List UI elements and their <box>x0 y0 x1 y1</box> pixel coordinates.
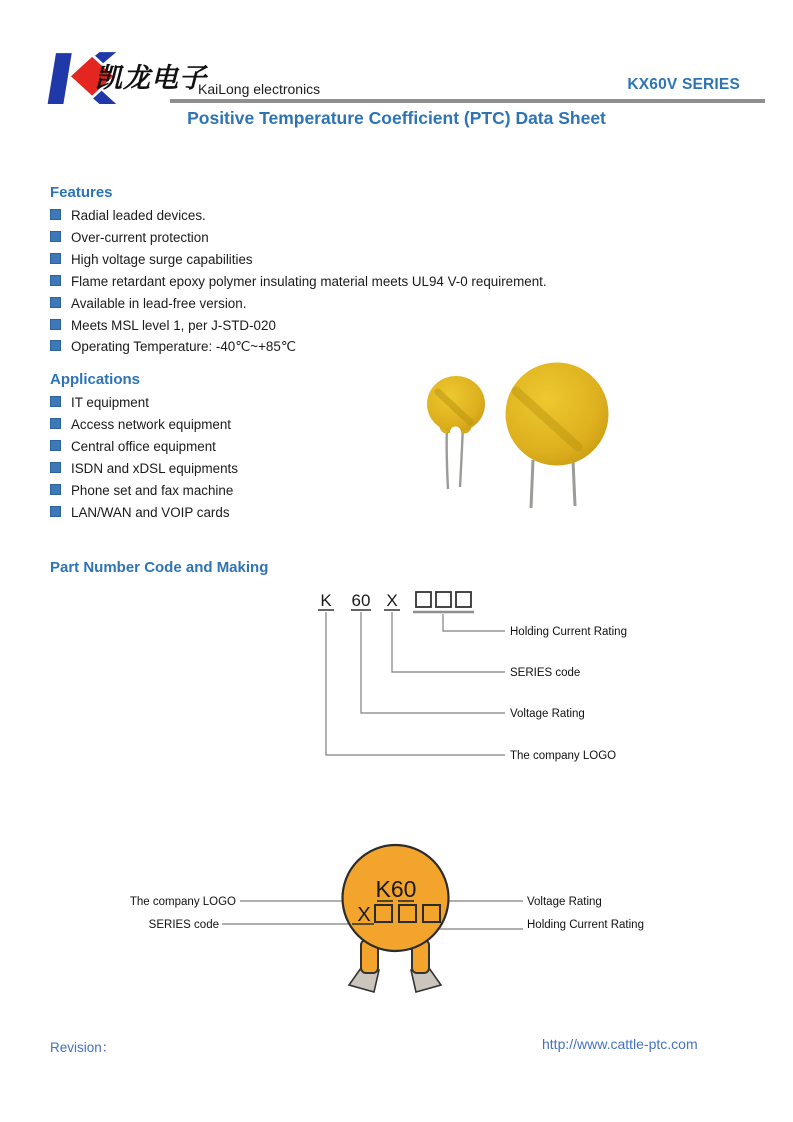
part-number-heading: Part Number Code and Making <box>50 559 269 576</box>
application-item-text: ISDN and xDSL equipments <box>71 460 238 476</box>
application-item-text: Access network equipment <box>71 416 232 432</box>
feature-item <box>50 230 670 244</box>
code-logo-char: K <box>320 591 332 610</box>
application-item-text: Phone set and fax machine <box>71 482 234 498</box>
marking-series-char: X <box>357 904 371 926</box>
label-company-logo: The company LOGO <box>510 750 617 762</box>
revision-label: Revision： <box>50 1040 116 1055</box>
bullet-square-icon <box>50 462 61 473</box>
bullet-square-icon <box>50 275 61 286</box>
feature-item <box>50 274 670 288</box>
bullet-square-icon <box>50 418 61 429</box>
code-voltage-chars: 60 <box>351 591 371 610</box>
features-list <box>50 208 670 354</box>
features-section <box>50 184 670 361</box>
company-name: KaiLong electronics <box>198 81 321 97</box>
company-name-chinese: 凯龙电子 <box>95 63 207 94</box>
series-tag: KX60V SERIES <box>627 76 740 93</box>
marking-line1: K60 <box>375 876 417 902</box>
feature-item-text: Flame retardant epoxy polymer insulating material meets UL94 V-0 requirement. <box>71 273 547 289</box>
bullet-square-icon <box>50 506 61 517</box>
feature-item-text: Over-current protection <box>71 229 209 245</box>
features-heading: Features <box>50 184 113 201</box>
label-voltage-rating: Voltage Rating <box>510 708 585 720</box>
application-item-text: Central office equipment <box>71 438 216 454</box>
label-holding-current: Holding Current Rating <box>510 626 627 638</box>
bullet-square-icon <box>50 319 61 330</box>
digit-boxes <box>416 592 471 607</box>
code-series-char: X <box>386 591 398 610</box>
large-ptc-device <box>506 363 609 509</box>
logo-connector <box>326 612 505 755</box>
bullet-square-icon <box>50 396 61 407</box>
series-connector <box>392 612 505 672</box>
bullet-square-icon <box>50 253 61 264</box>
label-series-code: SERIES code <box>148 919 219 931</box>
feature-item-text: Available in lead-free version. <box>71 295 247 311</box>
website-link[interactable]: http://www.cattle-ptc.com <box>542 1036 698 1052</box>
applications-heading: Applications <box>50 371 141 388</box>
bullet-square-icon <box>50 484 61 495</box>
feature-item-text: High voltage surge capabilities <box>71 251 253 267</box>
application-item-text: IT equipment <box>71 395 149 410</box>
bullet-square-icon <box>50 209 61 220</box>
part-number-code-diagram <box>300 583 700 778</box>
feature-item-text: Operating Temperature: -40℃~+85℃ <box>71 339 296 355</box>
bullet-square-icon <box>50 340 61 351</box>
feature-item <box>50 296 670 310</box>
feature-item <box>50 318 670 332</box>
bullet-square-icon <box>50 440 61 451</box>
ptc-devices-photo <box>400 355 630 515</box>
header-divider <box>170 99 765 103</box>
page-title: Positive Temperature Coefficient (PTC) Data Sheet <box>187 108 606 128</box>
device-marking-diagram <box>130 836 690 1008</box>
bullet-square-icon <box>50 231 61 242</box>
application-item-text: LAN/WAN and VOIP cards <box>71 504 230 520</box>
voltage-connector <box>361 612 505 713</box>
feature-item-text: Meets MSL level 1, per J-STD-020 <box>71 317 276 333</box>
feature-item <box>50 339 670 353</box>
holding-connector <box>443 614 505 631</box>
small-ptc-device <box>427 376 485 489</box>
feature-item-text: Radial leaded devices. <box>71 208 206 223</box>
label-voltage-rating: Voltage Rating <box>527 896 602 908</box>
feature-item <box>50 252 670 266</box>
label-holding-current: Holding Current Rating <box>527 919 644 931</box>
bullet-square-icon <box>50 297 61 308</box>
label-series-code: SERIES code <box>510 667 581 679</box>
feature-item <box>50 208 670 222</box>
label-company-logo: The company LOGO <box>130 896 236 908</box>
